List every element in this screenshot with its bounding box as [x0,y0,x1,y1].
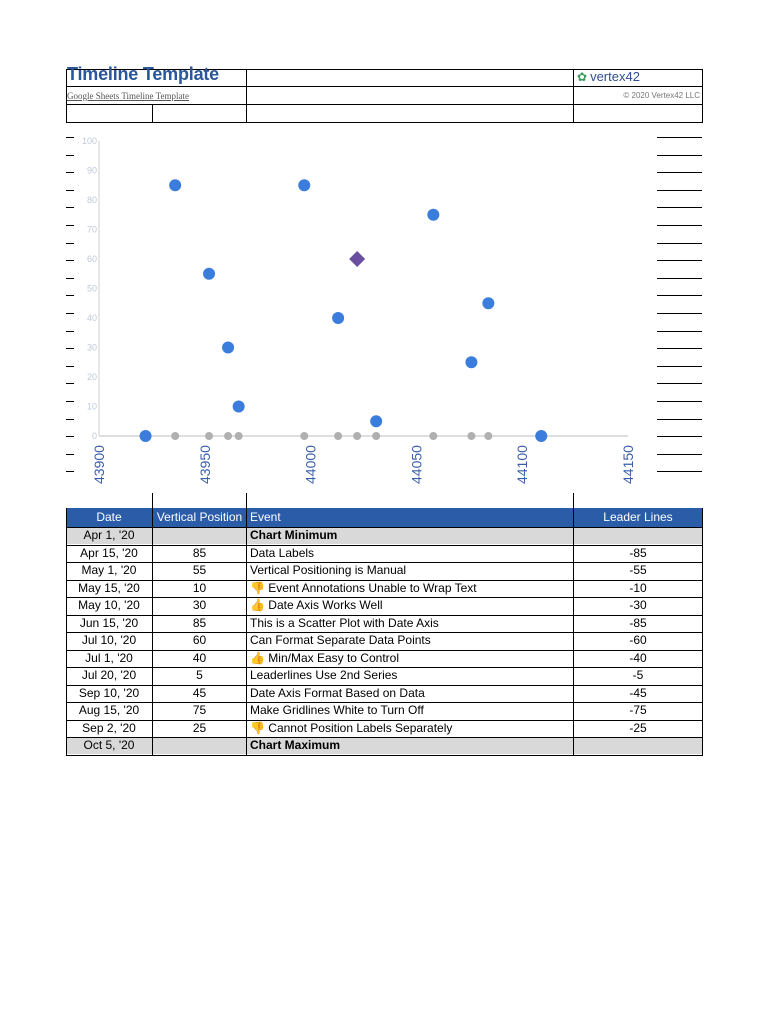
vertical-position-cell[interactable]: 40 [192,650,207,665]
page-subtitle: Google Sheets Timeline Template [67,91,189,101]
y-tick-label: 30 [86,342,97,353]
vertex42-logo-icon: ✿ [577,69,588,84]
logo-text: vertex42 [590,69,640,84]
date-cell[interactable]: Apr 15, '20 [80,545,138,560]
event-cell[interactable]: 👍 Min/Max Easy to Control [250,650,399,665]
timeline-scatter-chart [66,125,703,495]
event-cell[interactable]: Leaderlines Use 2nd Series [250,668,398,682]
event-point [233,401,245,413]
table-row [66,632,703,649]
leader-lines-cell[interactable]: -60 [629,633,647,647]
event-cell[interactable]: Date Axis Format Based on Data [250,685,425,700]
leader-lines-cell[interactable]: -30 [629,598,647,612]
baseline-point [429,432,437,440]
vertical-position-cell[interactable]: 55 [192,563,207,577]
table-row [66,545,703,562]
x-tick-label: 44050 [408,445,425,484]
event-point [298,179,310,191]
table-row [66,720,703,737]
event-cell[interactable]: Chart Minimum [250,528,338,542]
event-cell[interactable]: Data Labels [250,545,315,560]
vertical-position-cell[interactable] [152,737,247,754]
date-cell[interactable]: May 10, '20 [78,598,140,612]
baseline-point [205,432,213,440]
y-tick-label: 80 [86,195,97,205]
date-cell[interactable]: Oct 5, '20 [83,738,135,752]
event-point [370,415,382,427]
baseline-point [171,432,179,440]
baseline-point [300,432,308,440]
date-cell[interactable]: Jul 20, '20 [81,668,137,682]
event-cell[interactable]: 👎 Event Annotations Unable to Wrap Text [250,580,477,595]
y-tick-label: 100 [81,136,97,146]
x-tick-label: 44150 [620,445,636,484]
baseline-point [353,432,361,440]
x-tick-label: 43950 [196,445,213,484]
event-cell[interactable]: Vertical Positioning is Manual [250,563,407,577]
y-tick-label: 60 [86,254,97,264]
table-row [66,650,703,667]
highlight-point [349,251,365,267]
leader-lines-cell[interactable]: -55 [629,563,647,577]
vertical-position-cell[interactable]: 10 [192,580,207,595]
date-cell[interactable]: Sep 10, '20 [78,685,140,700]
vertical-position-cell[interactable]: 60 [192,633,207,647]
date-cell[interactable]: Jul 1, '20 [85,650,133,665]
vertical-position-cell[interactable]: 85 [192,545,207,560]
event-cell[interactable]: Can Format Separate Data Points [250,633,431,647]
y-tick-label: 40 [86,313,97,323]
y-tick-label: 70 [86,224,97,235]
event-point [140,430,152,442]
table-row [66,580,703,597]
vertical-position-cell[interactable]: 85 [192,615,207,630]
x-tick-label: 44100 [514,445,531,484]
baseline-point [235,432,243,440]
date-cell[interactable]: May 15, '20 [78,580,140,595]
table-row [66,562,703,579]
vertical-position-cell[interactable]: 75 [192,703,207,717]
date-cell[interactable]: Jul 10, '20 [81,633,137,647]
event-point [535,430,547,442]
leader-lines-cell[interactable]: -75 [629,703,647,717]
date-cell[interactable]: May 1, '20 [81,563,137,577]
leader-lines-cell[interactable]: -5 [632,668,644,682]
leader-lines-cell[interactable]: -25 [629,720,647,735]
event-cell[interactable]: 👍 Date Axis Works Well [250,598,383,612]
event-point [482,297,494,309]
event-cell[interactable]: This is a Scatter Plot with Date Axis [250,615,439,630]
vertical-position-cell[interactable]: 25 [192,720,207,735]
event-point [203,268,215,280]
event-cell[interactable]: 👎 Cannot Position Labels Separately [250,720,453,735]
baseline-point [484,432,492,440]
y-tick-label: 50 [86,283,97,294]
leader-lines-cell[interactable]: -40 [629,650,647,665]
baseline-point [467,432,475,440]
table-header [66,508,703,527]
column-header-date: Date [96,510,122,524]
leader-lines-cell[interactable]: -45 [629,685,647,700]
date-cell[interactable]: Jun 15, '20 [79,615,139,630]
leader-lines-cell[interactable] [573,527,703,544]
page-title: Timeline Template [67,64,219,84]
event-point [169,179,181,191]
y-tick-label: 10 [86,401,97,412]
event-cell[interactable]: Chart Maximum [250,738,341,752]
leader-lines-cell[interactable] [573,737,703,754]
date-cell[interactable]: Aug 15, '20 [78,703,140,717]
baseline-point [224,432,232,440]
event-point [465,356,477,368]
baseline-point [372,432,380,440]
table-row [66,702,703,719]
copyright-text: © 2020 Vertex42 LLC [623,91,700,100]
column-header-leader-lines: Leader Lines [603,510,673,524]
column-header-event: Event [250,510,281,524]
vertical-position-cell[interactable]: 5 [196,668,203,682]
column-header-vertical-position: Vertical Position [156,510,243,524]
event-point [427,209,439,221]
table-row [66,527,703,544]
x-tick-label: 43900 [91,445,107,484]
y-tick-label: 90 [86,165,97,176]
table-row [66,737,703,754]
event-cell[interactable]: Make Gridlines White to Turn Off [250,703,424,717]
event-point [332,312,344,324]
y-tick-label: 0 [91,431,97,441]
event-point [222,342,234,354]
leader-lines-cell[interactable]: -85 [629,615,647,630]
table-row [66,597,703,614]
vertical-position-cell[interactable] [152,527,247,544]
baseline-point [334,432,342,440]
y-tick-label: 20 [86,372,97,382]
vertex42-logo [577,69,640,84]
x-tick-label: 44000 [302,445,319,484]
date-cell[interactable]: Apr 1, '20 [83,528,135,542]
leader-lines-cell[interactable]: -10 [629,580,647,595]
leader-lines-cell[interactable]: -85 [629,545,647,560]
date-cell[interactable]: Sep 2, '20 [82,720,136,735]
table-row [66,685,703,702]
vertical-position-cell[interactable]: 45 [192,685,207,700]
table-row [66,667,703,684]
vertical-position-cell[interactable]: 30 [192,598,207,612]
table-row [66,615,703,632]
